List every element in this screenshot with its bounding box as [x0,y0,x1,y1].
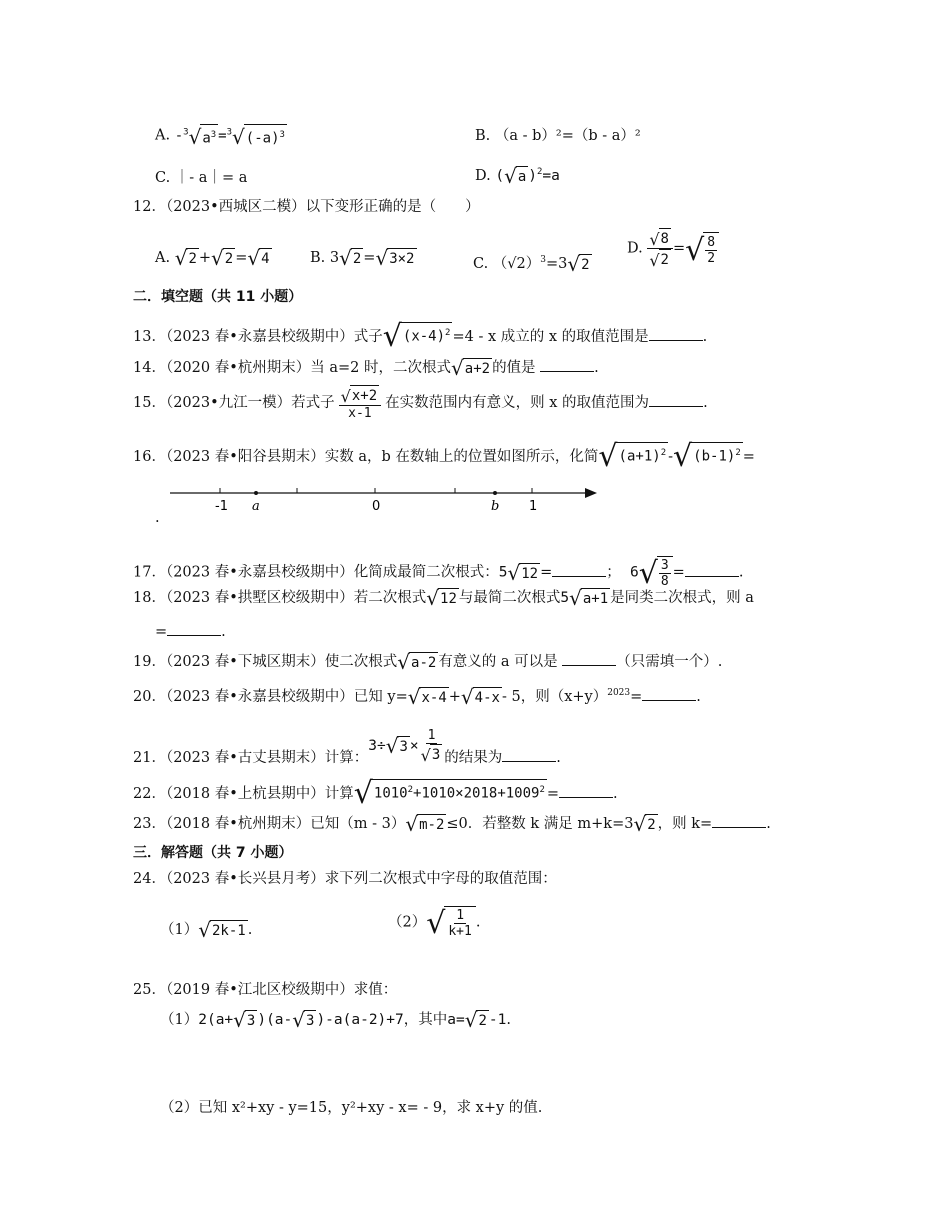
question-18: 18．（2023 春•拱墅区校级期中）若二次根式 √ 12 与最简二次根式5 √ a+1 是同类二次根式，则 a [133,586,754,610]
q11-option-d: D. ( √ a )$^2$=a [475,163,560,188]
question-19: 19．（2023 春•下城区期末）使二次根式 √ a-2 有意义的 a 可以是 （只需填一个）. [133,650,723,674]
question-25-part-1: （1）2(a+ √ 3 )(a- √ 3 )-a(a-2)+7，其中a= √ 2 -1. [160,1008,511,1032]
answer-blank[interactable] [167,620,221,636]
question-24-part-1: （1） √ 2k-1 . [160,918,253,942]
answer-blank[interactable] [642,685,696,701]
q11-option-a: A. -$^3$ √ $a^3$ =$^3$ √ $(-a)^3$ [155,125,285,150]
question-17: 17．（2023 春•永嘉县校级期中）化简成最简二次根式：5 √ 12 = ； 6 √ $\frac{3}{8}$ = . [133,556,744,591]
question-21: 21．（2023 春•古丈县期末）计算：3÷ √ 3 × 1 √ 3 的结果为 . [133,728,561,766]
number-line-arrow [585,488,597,498]
question-20: 20．（2023 春•永嘉县校级期中）已知 y= √ x-4 + √ 4-x - 5，则$(x+y)^{2023}=$ . [133,684,701,709]
question-24-part-2: （2） √ $\frac{1}{k+1}$ . [388,906,481,941]
answer-blank[interactable] [559,782,613,798]
answer-blank[interactable] [552,561,606,577]
answer-blank[interactable] [562,650,616,666]
answer-blank[interactable] [685,561,739,577]
q11-option-a-math: -$^3$ √ $a^3$ =$^3$ √ $(-a)^3$ [174,125,285,150]
question-24-stem: 24．（2023 春•长兴县月考）求下列二次根式中字母的取值范围： [133,871,557,887]
label-b: b [491,499,500,514]
answer-blank[interactable] [649,325,703,341]
q12-stem: 12．（2023•西城区二模）以下变形正确的是（ ） [133,199,480,215]
answer-blank[interactable] [649,391,703,407]
question-15: 15．（2023•九江一模）若式子 √ x+2 x-1 在实数范围内有意义，则 x 的取值范围为 . [133,387,708,421]
answer-blank[interactable] [502,746,556,762]
label-1: 1 [529,499,538,514]
point-b [493,491,497,495]
q11-option-c: C. ｜- a｜= a [155,170,248,186]
question-16: 16．（2023 春•阳谷县期末）实数 a，b 在数轴上的位置如图所示，化简 √ $(a+1)^2$ - √ $(b-1)^2$ = [133,439,755,474]
question-14: 14．（2020 春•杭州期末）当 a=2 时，二次根式 √ a+2 的值是 . [133,356,599,380]
question-25-part-2: （2）已知 x²+xy - y=15，y²+xy - x= - 9，求 x+y 的值. [160,1100,543,1116]
q11-option-b: B. （a - b）²=（b - a）² [475,128,641,144]
q11-option-d-math: ( √ a )$^2$=a [495,163,560,188]
q12-option-a: A. √ 2 + √ 2 = √ 4 [155,246,270,270]
question-25-stem: 25．（2019 春•江北区校级期中）求值： [133,982,398,998]
q12-option-c: C. $(√2)^3=3$ √ 2 [473,251,590,276]
section-3-title: 三．解答题（共 7 小题） [133,845,293,861]
question-18-line2: = . [155,620,226,642]
label-a: a [252,499,260,514]
question-23: 23．（2018 春•杭州期末）已知（m - 3） √ m-2 ≤0．若整数 k 满足 m+k=3 √ 2 ，则 k= . [133,812,771,836]
answer-blank[interactable] [712,812,766,828]
section-2-title: 二．填空题（共 11 小题） [133,289,303,305]
label-0: 0 [372,499,381,514]
question-16-end: . [155,510,160,526]
point-a [254,491,258,495]
answer-blank[interactable] [540,356,594,372]
number-line [160,478,610,518]
question-13: 13．（2023 春•永嘉县校级期中）式子 √ $(x-4)^2$ =4 - x 成立的 x 的取值范围是 . [133,319,708,354]
question-22: 22．（2018 春•上杭县期中）计算 √ $1010^2+1010\times 2018+1009^2$ = . [133,776,618,811]
q12-option-b: B. 3 √ 2 = √ 3×2 [310,246,415,270]
q12-option-d: D. √ 8 √ 2 = √ $\frac{8}{2}$ [627,228,719,269]
label-minus-1: -1 [215,499,228,514]
